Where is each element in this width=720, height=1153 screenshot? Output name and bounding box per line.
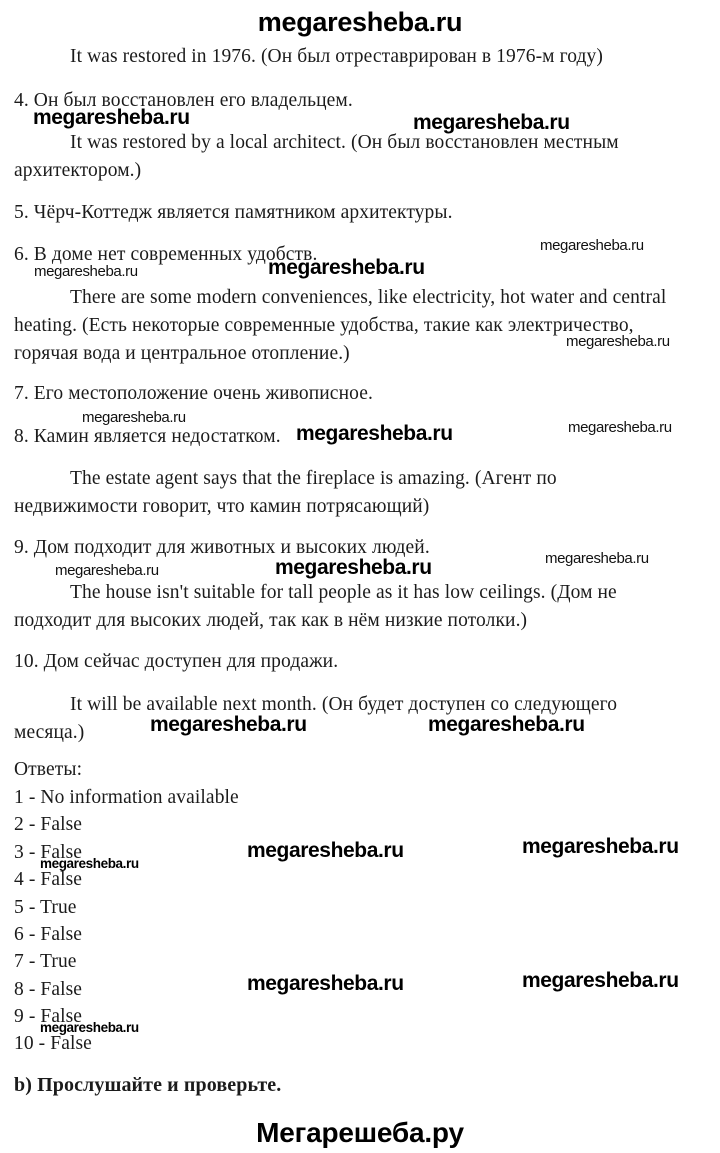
watermark-small: megaresheba.ru <box>545 550 649 567</box>
statement-6: 6. В доме нет современных удобств. <box>14 244 318 265</box>
statement-10: 10. Дом сейчас доступен для продажи. <box>14 651 339 672</box>
statement-8: 8. Камин является недостатком. <box>14 426 281 447</box>
watermark-bold: megaresheba.ru <box>275 556 432 579</box>
watermark-small: megaresheba.ru <box>34 263 138 280</box>
watermark-bold: megaresheba.ru <box>247 839 404 862</box>
watermark-small: megaresheba.ru <box>566 333 670 350</box>
answer-result-4: 4 - False <box>14 869 83 890</box>
answer-result-1: 1 - No information available <box>14 787 239 808</box>
answer-9-line-2: подходит для высоких людей, так как в нём низкие потолки.) <box>14 610 528 631</box>
watermark-bold: megaresheba.ru <box>522 969 679 992</box>
watermark-bold: megaresheba.ru <box>33 106 190 129</box>
answer-result-8: 8 - False <box>14 979 83 1000</box>
answer-result-7: 7 - True <box>14 951 77 972</box>
statement-4: 4. Он был восстановлен его владельцем. <box>14 90 353 111</box>
watermark-tiny: megaresheba.ru <box>40 856 139 871</box>
answer-3-line-1: It was restored in 1976. (Он был отреставрирован в 1976-м году) <box>70 46 603 67</box>
watermark-bold: megaresheba.ru <box>296 422 453 445</box>
watermark-bold: megaresheba.ru <box>522 835 679 858</box>
answer-6-line-2: heating. (Есть некоторые современные удобства, такие как электричество, <box>14 315 634 336</box>
answer-6-line-3: горячая вода и центральное отопление.) <box>14 343 350 364</box>
answers-title: Ответы: <box>14 759 83 780</box>
answer-4-line-2: архитектором.) <box>14 160 142 181</box>
answer-result-2: 2 - False <box>14 814 83 835</box>
answer-10-line-1: It will be available next month. (Он будет доступен со следующего <box>70 694 618 715</box>
watermark-tiny: megaresheba.ru <box>40 1020 139 1035</box>
statement-5: 5. Чёрч-Коттедж является памятником архитектуры. <box>14 202 453 223</box>
answer-result-6: 6 - False <box>14 924 83 945</box>
watermark-bold: megaresheba.ru <box>413 111 570 134</box>
watermark-small: megaresheba.ru <box>568 419 672 436</box>
watermark-bold: megaresheba.ru <box>150 713 307 736</box>
watermark-small: megaresheba.ru <box>82 409 186 426</box>
site-watermark-header: megaresheba.ru <box>257 7 463 37</box>
answer-result-3: 3 - False <box>14 842 83 863</box>
statement-7: 7. Его местоположение очень живописное. <box>14 383 373 404</box>
answer-10-line-2: месяца.) <box>14 722 85 743</box>
answer-8-line-2: недвижимости говорит, что камин потрясающий) <box>14 496 430 517</box>
watermark-small: megaresheba.ru <box>540 237 644 254</box>
site-watermark-footer: Мегарешеба.ру <box>256 1117 464 1148</box>
watermark-small: megaresheba.ru <box>55 562 159 579</box>
answer-result-10: 10 - False <box>14 1033 92 1054</box>
answer-result-5: 5 - True <box>14 897 77 918</box>
watermark-bold: megaresheba.ru <box>268 256 425 279</box>
watermark-bold: megaresheba.ru <box>428 713 585 736</box>
part-b-heading: b) Прослушайте и проверьте. <box>14 1074 282 1096</box>
answer-9-line-1: The house isn't suitable for tall people as it has low ceilings. (Дом не <box>70 582 617 603</box>
watermark-bold: megaresheba.ru <box>247 972 404 995</box>
answer-8-line-1: The estate agent says that the fireplace is amazing. (Агент по <box>70 468 557 489</box>
statement-9: 9. Дом подходит для животных и высоких людей. <box>14 537 430 558</box>
answer-6-line-1: There are some modern conveniences, like electricity, hot water and central <box>70 287 667 308</box>
answer-result-9: 9 - False <box>14 1006 83 1027</box>
answer-4-line-1: It was restored by a local architect. (Он был восстановлен местным <box>70 132 619 153</box>
